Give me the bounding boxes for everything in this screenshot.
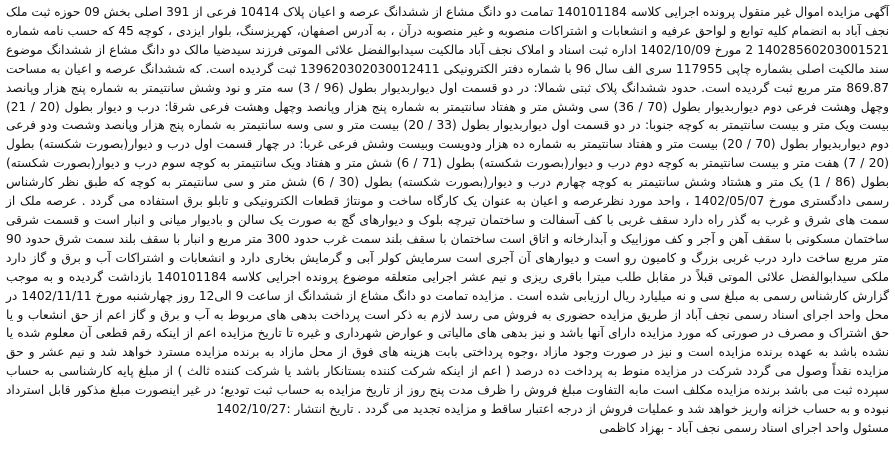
notice-title: آگهی مزایده اموال غیر منقول پرونده اجرایی کلاسه 140101184 — [557, 5, 890, 19]
notice-body: تمامت دو دانگ مشاع از ششدانگ عرصه و اعیان پلاک 10414 فرعی از 391 اصلی بخش 09 حوزه ثبت ملک نجف آباد به انضمام کلیه توابع و لواحق عرفیه و انشعابات و اشتراکات منصوبه و غیر منصوبه درآن ، به آدرس اصفهان، کهریزسنگ، بلوار ایزدی ، کوچه 45 که حسب نامه شماره 14028560203001521 2 مورخ 1402/10/09 اداره ثبت اسناد و املاک نجف آباد مالکیت سیدابوالفضل علائی الموتی فرزند سیدضیا مالک دو دانگ مشاع از ششدانگ موضوع سند مالکیت اصلی بشماره چاپی 117955 سری الف سال 96 با شماره دفتر الکترونیکی 139620302030012411 ثبت گردیده است. که ششدانگ عرصه و اعیان به مساحت 869.87 متر مربع ثبت گردیده است. حدود ششدانگ پلاک ثبتی شمالا: در دو قسمت اول دیواربدیوار بطول (96 / 3) سه متر و نود وشش سانتیمتر به شماره پنج هزار وپانصد وچهل وهشت فرعی دوم دیواربدیوار بطول (70 / 36) سی وشش متر و هفتاد سانتیمتر به شماره پنج هزار وپانصد وچهل وهشت فرعی شرقا: درب و دیوار بطول (20 / 21) بیست ویک متر و بیست سانتیمتر به کوچه جنوبا: در دو قسمت اول دیواربدیوار بطول (33 / 20) بیست متر و سی وسه سانتیمتر به شماره پنج هزار وپانصد وشصت ودو فرعی دوم دیواربدیوار بطول (70 / 20) بیست متر و هفتاد سانتیمتر به شماره ده هزار ودویست وبیست وشش فرعی غربا: در چهار قسمت اول درب و دیوار(بصورت شکسته) بطول (20 / 7) هفت متر و بیست سانتیمتر به کوچه دوم درب و دیوار(بصورت شکسته) بطول (71 / 6) شش متر و هفتاد ویک سانتیمتر به کوچه سوم درب و دیوار(بصورت شکسته) بطول (86 / 1) یک متر و هشتاد وشش سانتیمتر به کوچه چهارم درب و دیوار(بصورت شکسته) بطول (30 / 6) شش متر و سی سانتیمتر به کوچه که طبق نظر کارشناس رسمی دادگستری مورخ 1402/05/07 ، واحد مورد نظرعرصه و اعیان به عنوان یک کارگاه ساخت و مونتاژ قطعات الکترونیکی و تابلو برق استفاده می گردد . عرصه ملک از سمت های شرق و غرب به گذر راه دارد سقف غربی با کف آسفالت و ساختمان تیرچه بلوک و دیوارهای گچ به صورت یک سالن و بادیوار میانی و انبار است و قسمت شرقی ساختمان مسکونی با سقف آهن و آجر و کف موزاییک و آبدارخانه و اتاق است ساختمان با سقف بلند سمت غرب حدود 300 متر مربع و انبار با سقف بلند سمت شرق حدود 90 متر مربع ساخت دارد درب غربی بزرگ و کامیون رو است و دیوارهای آن آجری است سرمایش کولر آبی و گرمایش بخاری دارد و انشعابات و اشتراکات آب و برق و گاز دارد ملکی سیدابوالفضل علائی الموتی قبلاً در مقابل طلب میترا باقری ریزی و نیم عشر اجرایی متعلقه موضوع پرونده اجرایی کلاسه 140101184 بازداشت گردیده و به موجب گزارش کارشناس رسمی به مبلغ سی و نه میلیارد ریال ارزیابی شده است . مزایده تمامت دو دانگ مشاع از ششدانگ از ساعت 9 الی12 روز چهارشنبه مورخ 1402/11/11 در محل واحد اجرای اسناد رسمی نجف آباد از طریق مزایده حضوری به فروش می رسد لازم به ذکر است پرداخت بدهی های مربوط به آب و برق و گاز اعم از حق انشعاب و یا حق اشتراک و مصرف در صورتی که مورد مزایده دارای آنها باشد و نیز بدهی های مالیاتی و عوارض شهرداری و غیره تا تاریخ مزایده اعم از اینکه رقم قطعی آن معلوم شده یا نشده باشد به عهده برنده مزایده است و نیز در صورت وجود مازاد ،وجوه پرداختی بابت هزینه های فوق از محل مازاد به برنده مزایده مسترد خواهد شد و نیم عشر و حق مزایده نقداً وصول می گردد شرکت در مزایده منوط به پرداخت ده درصد ( اعم از اینکه شرکت کننده بستانکار باشد یا شرکت کننده ثالث ) از مبلغ پایه کارشناسی به حساب سپرده ثبت می باشد برنده مزایده مکلف است مابه التفاوت مبلغ فروش را ظرف مدت پنج روز از تاریخ مزایده به حساب ثبت تودیع؛ در غیر اینصورت مبلغ مذکور قابل استرداد نبوده و به حساب خزانه واریز خواهد شد و عملیات فروش از درجه اعتبار ساقط و مزایده تجدید می گردد . تاریخ انتشار :1402/10/27 — [6, 5, 890, 417]
notice-text — [6, 3, 889, 419]
notice-signature: مسئول واحد اجرای اسناد رسمی نجف آباد - بهزاد کاظمی — [599, 420, 889, 435]
